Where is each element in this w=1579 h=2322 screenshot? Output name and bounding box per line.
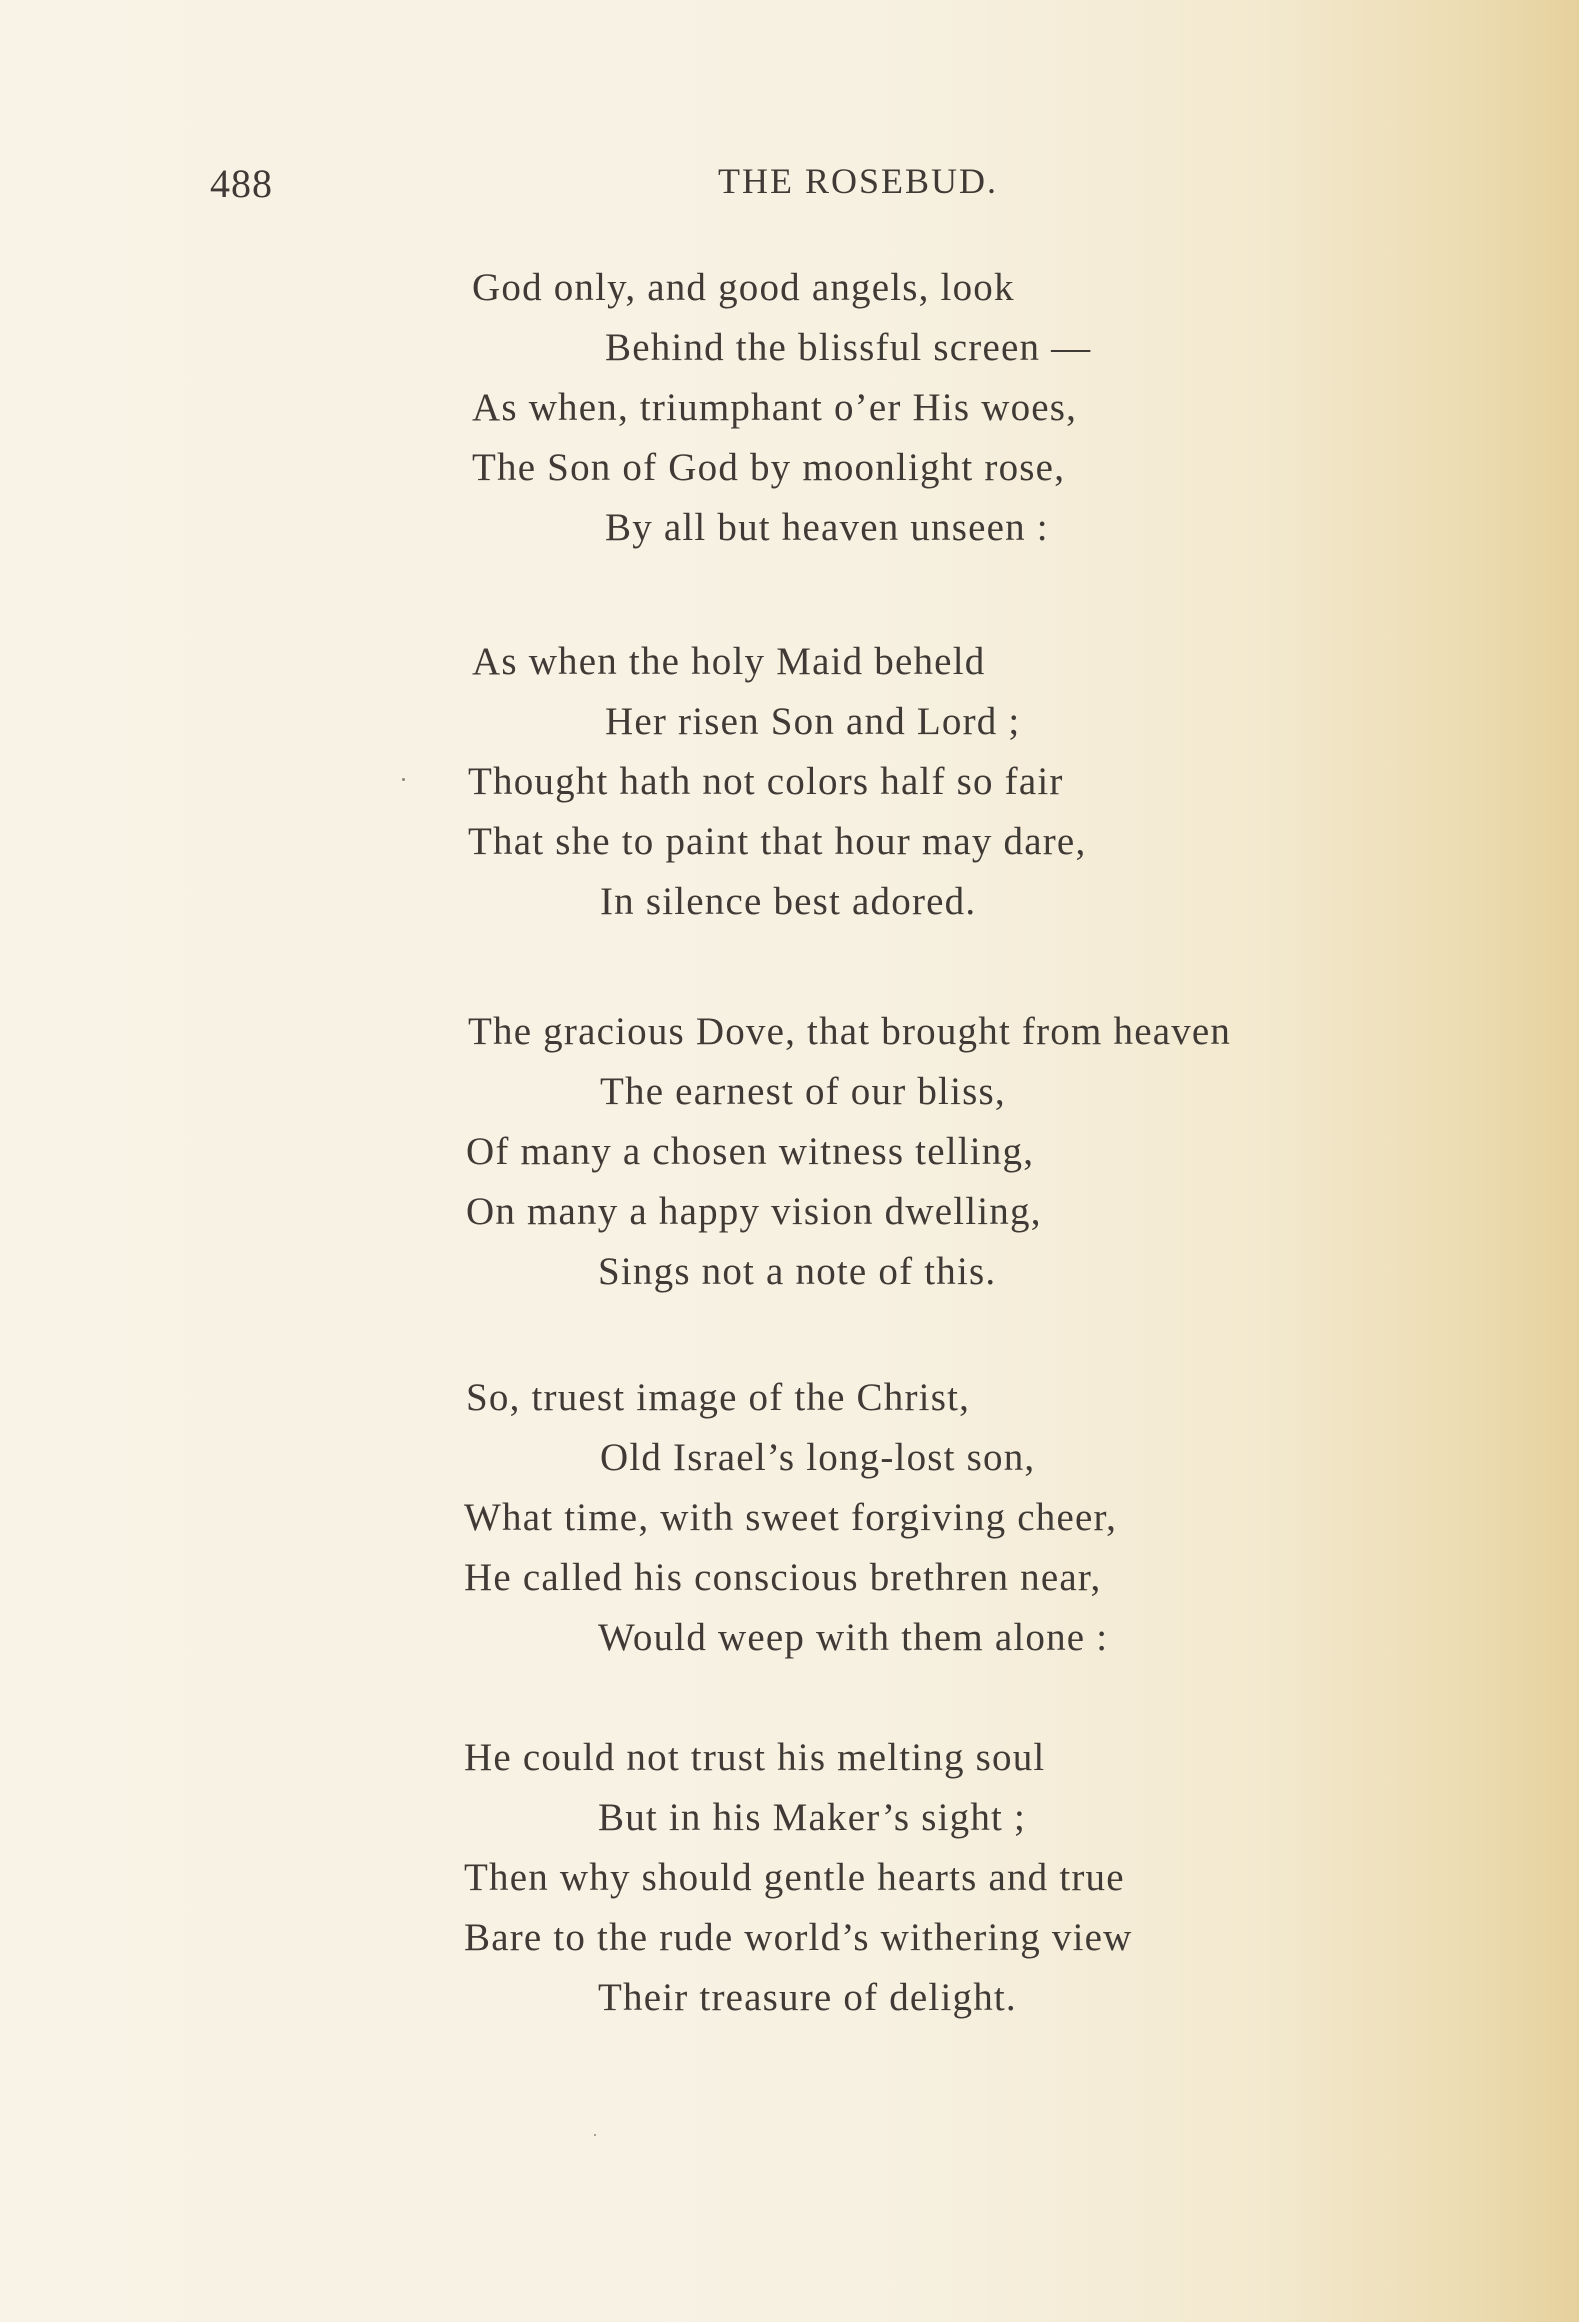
poem-line: So, truest image of the Christ,: [466, 1376, 971, 1419]
poem-line-indented: Their treasure of delight.: [598, 1976, 1017, 2019]
poem-line: Bare to the rude world’s withering view: [464, 1916, 1133, 1959]
poem-line: As when the holy Maid beheld: [472, 640, 986, 683]
poem-line: Thought hath not colors half so fair: [468, 760, 1064, 803]
poem-line: He called his conscious brethren near,: [464, 1556, 1102, 1599]
poem-line: Of many a chosen witness telling,: [466, 1130, 1035, 1173]
poem-line: On many a happy vision dwelling,: [466, 1190, 1042, 1233]
running-title: THE ROSEBUD.: [718, 161, 999, 201]
poem-line-indented: By all but heaven unseen :: [605, 506, 1049, 549]
poem-line: He could not trust his melting soul: [464, 1736, 1046, 1779]
poem-line-indented: But in his Maker’s sight ;: [598, 1796, 1027, 1839]
paper-speck: [402, 778, 405, 781]
poem-line: As when, triumphant o’er His woes,: [472, 386, 1078, 429]
poem-line: The Son of God by moonlight rose,: [472, 446, 1066, 489]
poem-line-indented: Behind the blissful screen —: [605, 326, 1092, 369]
poem-line: God only, and good angels, look: [472, 266, 1015, 309]
poem-line-indented: The earnest of our bliss,: [600, 1070, 1006, 1113]
poem-line-indented: Old Israel’s long-lost son,: [600, 1436, 1036, 1479]
poem-line: That she to paint that hour may dare,: [468, 820, 1087, 863]
paper-speck: [594, 2134, 596, 2136]
poem-line-indented: Would weep with them alone :: [598, 1616, 1109, 1659]
poem-line: What time, with sweet forgiving cheer,: [464, 1496, 1118, 1539]
poem-line: The gracious Dove, that brought from heaven: [468, 1010, 1232, 1053]
poem-line-indented: In silence best adored.: [600, 880, 977, 923]
poem-line-indented: Her risen Son and Lord ;: [605, 700, 1021, 743]
poem-line-indented: Sings not a note of this.: [598, 1250, 997, 1293]
poem-line: Then why should gentle hearts and true: [464, 1856, 1125, 1899]
page-number: 488: [210, 161, 273, 206]
